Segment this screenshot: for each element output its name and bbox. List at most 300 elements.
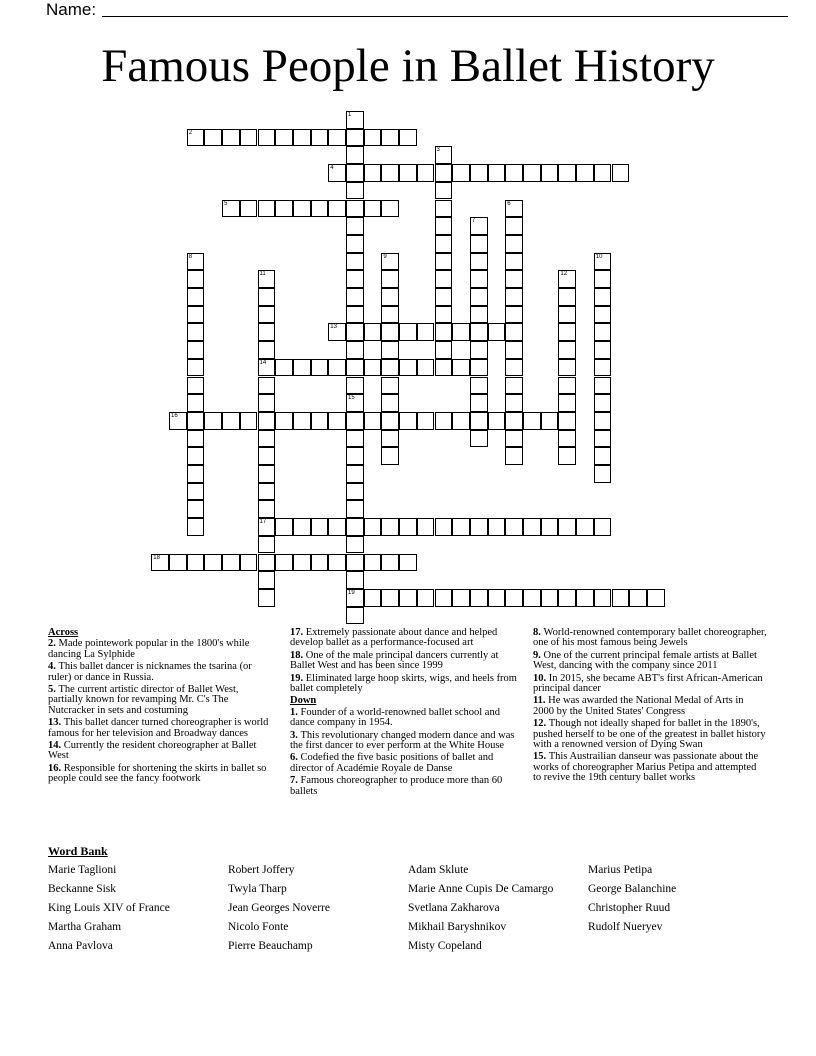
- grid-cell[interactable]: [399, 412, 417, 430]
- grid-cell[interactable]: [470, 306, 488, 324]
- grid-cell[interactable]: [275, 359, 293, 377]
- grid-cell[interactable]: [151, 554, 169, 572]
- grid-cell[interactable]: [328, 412, 346, 430]
- clue-number: 8: [188, 253, 193, 260]
- clue-number: 4.: [48, 661, 59, 673]
- grid-cell[interactable]: [417, 412, 435, 430]
- grid-cell[interactable]: [452, 589, 470, 607]
- grid-cell[interactable]: [381, 359, 399, 377]
- grid-cell[interactable]: [293, 554, 311, 572]
- grid-cell[interactable]: [435, 306, 453, 324]
- grid-cell[interactable]: [505, 253, 523, 271]
- grid-cell[interactable]: [594, 589, 612, 607]
- grid-cell[interactable]: [258, 270, 276, 288]
- grid-cell[interactable]: [204, 129, 222, 147]
- page-title: Famous People in Ballet History: [101, 40, 715, 92]
- clue-text: Extremely passionate about dance and helped develop ballet as a performance-focused art: [290, 627, 498, 649]
- clues-column-3: [533, 628, 767, 786]
- grid-cell[interactable]: [399, 518, 417, 536]
- clue-text: The current artistic director of Ballet West, partially known for revamping Mr. C's The Nutcracker in sets and costuming: [48, 684, 239, 716]
- grid-cell[interactable]: [541, 164, 559, 182]
- grid-cell[interactable]: [346, 465, 364, 483]
- grid-cell[interactable]: [470, 288, 488, 306]
- grid-cell[interactable]: [435, 164, 453, 182]
- grid-cell[interactable]: [222, 554, 240, 572]
- grid-cell[interactable]: [381, 394, 399, 412]
- grid-cell[interactable]: [470, 359, 488, 377]
- grid-cell[interactable]: [258, 500, 276, 518]
- grid-cell[interactable]: [187, 447, 205, 465]
- grid-cell[interactable]: [346, 235, 364, 253]
- grid-cell[interactable]: [381, 323, 399, 341]
- grid-cell[interactable]: [364, 412, 382, 430]
- grid-cell[interactable]: [558, 270, 576, 288]
- grid-cell[interactable]: [505, 518, 523, 536]
- grid-cell[interactable]: [435, 217, 453, 235]
- grid-cell[interactable]: [258, 129, 276, 147]
- grid-cell[interactable]: [293, 359, 311, 377]
- grid-cell[interactable]: [399, 323, 417, 341]
- grid-cell[interactable]: [399, 554, 417, 572]
- grid-cell[interactable]: [187, 359, 205, 377]
- grid-cell[interactable]: [399, 589, 417, 607]
- grid-cell[interactable]: [346, 217, 364, 235]
- grid-cell[interactable]: [594, 270, 612, 288]
- grid-cell[interactable]: [505, 359, 523, 377]
- grid-cell[interactable]: [558, 164, 576, 182]
- clue-text: This ballet dancer turned choreographer is world famous for her television and Broadway dances: [48, 717, 269, 739]
- grid-cell[interactable]: [346, 607, 364, 625]
- grid-cell[interactable]: [346, 323, 364, 341]
- grid-cell[interactable]: [435, 412, 453, 430]
- clue: [290, 753, 518, 774]
- clue-number: 6: [507, 200, 511, 207]
- grid-cell[interactable]: [381, 589, 399, 607]
- grid-cell[interactable]: [346, 571, 364, 589]
- grid-cell[interactable]: [452, 359, 470, 377]
- grid-cell[interactable]: [381, 554, 399, 572]
- grid-cell[interactable]: [187, 500, 205, 518]
- grid-cell[interactable]: [346, 341, 364, 359]
- grid-cell[interactable]: [612, 589, 630, 607]
- grid-cell[interactable]: [346, 270, 364, 288]
- grid-cell[interactable]: [558, 447, 576, 465]
- grid-cell[interactable]: [435, 323, 453, 341]
- grid-cell[interactable]: [258, 571, 276, 589]
- grid-cell[interactable]: [470, 430, 488, 448]
- word-bank-entry: Rudolf Nueryev: [588, 921, 663, 933]
- clue-number: 6.: [290, 752, 301, 764]
- grid-cell[interactable]: [470, 217, 488, 235]
- grid-cell[interactable]: [594, 394, 612, 412]
- grid-cell[interactable]: [612, 164, 630, 182]
- grid-cell[interactable]: [187, 270, 205, 288]
- grid-cell[interactable]: [594, 447, 612, 465]
- grid-cell[interactable]: [505, 323, 523, 341]
- grid-cell[interactable]: [558, 306, 576, 324]
- grid-cell[interactable]: [435, 200, 453, 218]
- grid-cell[interactable]: [576, 164, 594, 182]
- word-bank-entry: Adam Sklute: [408, 864, 469, 876]
- grid-cell[interactable]: [187, 129, 205, 147]
- grid-cell[interactable]: [435, 518, 453, 536]
- grid-cell[interactable]: [505, 217, 523, 235]
- grid-cell[interactable]: [346, 483, 364, 501]
- grid-cell[interactable]: [258, 447, 276, 465]
- grid-cell[interactable]: [505, 306, 523, 324]
- grid-cell[interactable]: [558, 430, 576, 448]
- grid-cell[interactable]: [240, 200, 258, 218]
- grid-cell[interactable]: [558, 412, 576, 430]
- grid-cell[interactable]: [204, 554, 222, 572]
- grid-cell[interactable]: [275, 412, 293, 430]
- grid-cell[interactable]: [488, 323, 506, 341]
- grid-cell[interactable]: [258, 412, 276, 430]
- word-bank-header: Word Bank: [48, 844, 108, 858]
- grid-cell[interactable]: [311, 359, 329, 377]
- across-clue-list-continued: [290, 628, 518, 694]
- grid-cell[interactable]: [187, 306, 205, 324]
- grid-cell[interactable]: [505, 235, 523, 253]
- grid-cell[interactable]: [275, 518, 293, 536]
- clue-text: One of the current principal female artists at Ballet West, dancing with the company since 2011: [533, 649, 757, 672]
- grid-cell[interactable]: [470, 377, 488, 395]
- clues-column-2: [290, 628, 518, 799]
- grid-cell[interactable]: [364, 589, 382, 607]
- grid-cell[interactable]: [187, 323, 205, 341]
- grid-cell[interactable]: [594, 465, 612, 483]
- grid-cell[interactable]: [417, 359, 435, 377]
- grid-cell[interactable]: [346, 430, 364, 448]
- grid-cell[interactable]: [541, 589, 559, 607]
- grid-cell[interactable]: [346, 288, 364, 306]
- grid-cell[interactable]: [470, 518, 488, 536]
- grid-cell[interactable]: [381, 164, 399, 182]
- clue-number: 2.: [48, 638, 59, 650]
- grid-cell[interactable]: [328, 129, 346, 147]
- grid-cell[interactable]: [558, 377, 576, 395]
- grid-cell[interactable]: [169, 412, 187, 430]
- grid-cell[interactable]: [187, 430, 205, 448]
- grid-cell[interactable]: [346, 146, 364, 164]
- grid-cell[interactable]: [629, 589, 647, 607]
- grid-cell[interactable]: [594, 359, 612, 377]
- clue: [533, 628, 767, 649]
- grid-cell[interactable]: [594, 253, 612, 271]
- grid-cell[interactable]: [187, 465, 205, 483]
- grid-cell[interactable]: [346, 129, 364, 147]
- grid-cell[interactable]: [258, 377, 276, 395]
- grid-cell[interactable]: [258, 341, 276, 359]
- grid-cell[interactable]: [381, 430, 399, 448]
- grid-cell[interactable]: [169, 554, 187, 572]
- grid-cell[interactable]: [558, 518, 576, 536]
- grid-cell[interactable]: [187, 288, 205, 306]
- grid-cell[interactable]: [381, 200, 399, 218]
- grid-cell[interactable]: [258, 359, 276, 377]
- grid-cell[interactable]: [505, 288, 523, 306]
- grid-cell[interactable]: [346, 111, 364, 129]
- grid-cell[interactable]: [594, 323, 612, 341]
- grid-cell[interactable]: [258, 323, 276, 341]
- grid-cell[interactable]: [558, 341, 576, 359]
- grid-cell[interactable]: [240, 554, 258, 572]
- word-bank-entry: Pierre Beauchamp: [228, 940, 313, 952]
- grid-cell[interactable]: [364, 200, 382, 218]
- grid-cell[interactable]: [275, 200, 293, 218]
- grid-cell[interactable]: [576, 518, 594, 536]
- grid-cell[interactable]: [364, 554, 382, 572]
- grid-cell[interactable]: [523, 518, 541, 536]
- grid-cell[interactable]: [523, 589, 541, 607]
- word-bank-entry: George Balanchine: [588, 883, 677, 895]
- grid-cell[interactable]: [381, 447, 399, 465]
- grid-cell[interactable]: [258, 306, 276, 324]
- grid-cell[interactable]: [470, 323, 488, 341]
- grid-cell[interactable]: [275, 129, 293, 147]
- grid-cell[interactable]: [505, 589, 523, 607]
- clue-number: 5.: [48, 684, 59, 696]
- clues-column-1: [48, 628, 270, 787]
- grid-cell[interactable]: [435, 589, 453, 607]
- grid-cell[interactable]: [470, 253, 488, 271]
- grid-cell[interactable]: [346, 306, 364, 324]
- grid-cell[interactable]: [328, 323, 346, 341]
- grid-cell[interactable]: [240, 129, 258, 147]
- down-clue-list: [290, 708, 518, 797]
- clue-number: 15.: [533, 751, 549, 763]
- grid-cell[interactable]: [381, 288, 399, 306]
- grid-cell[interactable]: [594, 518, 612, 536]
- grid-cell[interactable]: [364, 518, 382, 536]
- clue: [290, 674, 518, 695]
- grid-cell[interactable]: [346, 412, 364, 430]
- grid-cell[interactable]: [435, 182, 453, 200]
- grid-cell[interactable]: [311, 518, 329, 536]
- grid-cell[interactable]: [435, 270, 453, 288]
- grid-cell[interactable]: [594, 164, 612, 182]
- grid-cell[interactable]: [594, 341, 612, 359]
- grid-cell[interactable]: [399, 164, 417, 182]
- grid-cell[interactable]: [470, 412, 488, 430]
- grid-cell[interactable]: [240, 412, 258, 430]
- grid-cell[interactable]: [346, 589, 364, 607]
- grid-cell[interactable]: [293, 129, 311, 147]
- clue-text: Though not ideally shaped for ballet in the 1890's, pushed herself to be one of the greatest in ballet history with a renowned version of Dying Swan: [533, 718, 766, 751]
- grid-cell[interactable]: [346, 554, 364, 572]
- grid-cell[interactable]: [541, 412, 559, 430]
- grid-cell[interactable]: [328, 518, 346, 536]
- word-bank-entry: Jean Georges Noverre: [228, 902, 330, 914]
- grid-cell[interactable]: [187, 412, 205, 430]
- grid-cell[interactable]: [470, 394, 488, 412]
- grid-cell[interactable]: [381, 253, 399, 271]
- grid-cell[interactable]: [381, 270, 399, 288]
- grid-cell[interactable]: [258, 518, 276, 536]
- word-bank-entry: Martha Graham: [48, 921, 122, 933]
- grid-cell[interactable]: [364, 323, 382, 341]
- grid-cell[interactable]: [258, 465, 276, 483]
- grid-cell[interactable]: [381, 412, 399, 430]
- grid-cell[interactable]: [364, 129, 382, 147]
- grid-cell[interactable]: [523, 412, 541, 430]
- clue-number: 5: [224, 200, 228, 207]
- grid-cell[interactable]: [258, 200, 276, 218]
- grid-cell[interactable]: [594, 377, 612, 395]
- grid-cell[interactable]: [346, 447, 364, 465]
- clue-number: 9: [383, 253, 387, 260]
- grid-cell[interactable]: [505, 430, 523, 448]
- grid-cell[interactable]: [346, 394, 364, 412]
- grid-cell[interactable]: [470, 235, 488, 253]
- grid-cell[interactable]: [470, 270, 488, 288]
- grid-cell[interactable]: [505, 447, 523, 465]
- clue-number: 12.: [533, 718, 549, 730]
- grid-cell[interactable]: [311, 129, 329, 147]
- grid-cell[interactable]: [505, 341, 523, 359]
- grid-cell[interactable]: [293, 412, 311, 430]
- grid-cell[interactable]: [187, 483, 205, 501]
- grid-cell[interactable]: [222, 412, 240, 430]
- clue-number: 14: [259, 359, 267, 366]
- clue-number: 7.: [290, 775, 301, 787]
- grid-cell[interactable]: [505, 270, 523, 288]
- across-clue-list: [48, 639, 270, 784]
- grid-cell[interactable]: [381, 377, 399, 395]
- grid-cell[interactable]: [435, 341, 453, 359]
- grid-cell[interactable]: [435, 235, 453, 253]
- clue-number: 10.: [533, 672, 549, 684]
- grid-cell[interactable]: [187, 554, 205, 572]
- grid-cell[interactable]: [452, 412, 470, 430]
- grid-cell[interactable]: [452, 323, 470, 341]
- grid-cell[interactable]: [364, 164, 382, 182]
- grid-cell[interactable]: [594, 288, 612, 306]
- grid-cell[interactable]: [594, 430, 612, 448]
- grid-cell[interactable]: [381, 341, 399, 359]
- grid-cell[interactable]: [452, 164, 470, 182]
- grid-cell[interactable]: [258, 483, 276, 501]
- grid-cell[interactable]: [258, 394, 276, 412]
- grid-cell[interactable]: [435, 253, 453, 271]
- grid-cell[interactable]: [558, 288, 576, 306]
- grid-cell[interactable]: [488, 589, 506, 607]
- clue-text: Codefied the five basic positions of ballet and director of Académie Royale de Danse: [290, 752, 494, 774]
- grid-cell[interactable]: [346, 164, 364, 182]
- grid-cell[interactable]: [293, 200, 311, 218]
- clue: [533, 696, 767, 717]
- grid-cell[interactable]: [558, 323, 576, 341]
- grid-cell[interactable]: [346, 182, 364, 200]
- grid-cell[interactable]: [311, 554, 329, 572]
- grid-cell[interactable]: [541, 518, 559, 536]
- grid-cell[interactable]: [470, 589, 488, 607]
- grid-cell[interactable]: [187, 518, 205, 536]
- grid-cell[interactable]: [488, 164, 506, 182]
- grid-cell[interactable]: [346, 500, 364, 518]
- grid-cell[interactable]: [187, 377, 205, 395]
- grid-cell[interactable]: [187, 394, 205, 412]
- grid-cell[interactable]: [346, 253, 364, 271]
- grid-cell[interactable]: [275, 554, 293, 572]
- grid-cell[interactable]: [452, 518, 470, 536]
- clue: [48, 685, 270, 716]
- grid-cell[interactable]: [435, 359, 453, 377]
- grid-cell[interactable]: [346, 359, 364, 377]
- grid-cell[interactable]: [346, 536, 364, 554]
- grid-cell[interactable]: [594, 412, 612, 430]
- grid-cell[interactable]: [346, 200, 364, 218]
- grid-cell[interactable]: [222, 129, 240, 147]
- grid-cell[interactable]: [346, 377, 364, 395]
- grid-cell[interactable]: [293, 518, 311, 536]
- grid-cell[interactable]: [381, 518, 399, 536]
- grid-cell[interactable]: [505, 164, 523, 182]
- grid-cell[interactable]: [435, 146, 453, 164]
- grid-cell[interactable]: [311, 412, 329, 430]
- grid-cell[interactable]: [187, 341, 205, 359]
- grid-cell[interactable]: [558, 589, 576, 607]
- down-clue-list-continued: [533, 628, 767, 784]
- grid-cell[interactable]: [470, 164, 488, 182]
- grid-cell[interactable]: [488, 412, 506, 430]
- grid-cell[interactable]: [417, 164, 435, 182]
- word-bank-entry: Marie Taglioni: [48, 864, 117, 876]
- grid-cell[interactable]: [328, 200, 346, 218]
- grid-cell[interactable]: [187, 253, 205, 271]
- grid-cell[interactable]: [258, 430, 276, 448]
- grid-cell[interactable]: [594, 306, 612, 324]
- grid-cell[interactable]: [258, 554, 276, 572]
- grid-cell[interactable]: [505, 412, 523, 430]
- clue-number: 10: [595, 253, 603, 260]
- grid-cell[interactable]: [435, 288, 453, 306]
- grid-cell[interactable]: [364, 359, 382, 377]
- clue-text: One of the male principal dancers currently at Ballet West and has been since 1999: [290, 649, 499, 672]
- grid-cell[interactable]: [328, 359, 346, 377]
- grid-cell[interactable]: [505, 200, 523, 218]
- grid-cell[interactable]: [417, 589, 435, 607]
- grid-cell[interactable]: [328, 164, 346, 182]
- grid-cell[interactable]: [204, 412, 222, 430]
- grid-cell[interactable]: [381, 306, 399, 324]
- grid-cell[interactable]: [523, 164, 541, 182]
- grid-cell[interactable]: [258, 288, 276, 306]
- grid-cell[interactable]: [558, 394, 576, 412]
- grid-cell[interactable]: [505, 394, 523, 412]
- grid-cell[interactable]: [328, 554, 346, 572]
- grid-cell[interactable]: [505, 377, 523, 395]
- clue: [48, 662, 270, 683]
- grid-cell[interactable]: [258, 536, 276, 554]
- grid-cell[interactable]: [647, 589, 665, 607]
- grid-cell[interactable]: [576, 589, 594, 607]
- clue-number: 2: [188, 129, 193, 136]
- grid-cell[interactable]: [381, 129, 399, 147]
- grid-cell[interactable]: [399, 129, 417, 147]
- grid-cell[interactable]: [399, 359, 417, 377]
- grid-cell[interactable]: [311, 200, 329, 218]
- grid-cell[interactable]: [488, 518, 506, 536]
- grid-cell[interactable]: [258, 589, 276, 607]
- grid-cell[interactable]: [346, 518, 364, 536]
- grid-cell[interactable]: [470, 341, 488, 359]
- grid-cell[interactable]: [222, 200, 240, 218]
- clue-number: 13.: [48, 717, 64, 729]
- grid-cell[interactable]: [558, 359, 576, 377]
- grid-cell[interactable]: [417, 518, 435, 536]
- grid-cell[interactable]: [417, 323, 435, 341]
